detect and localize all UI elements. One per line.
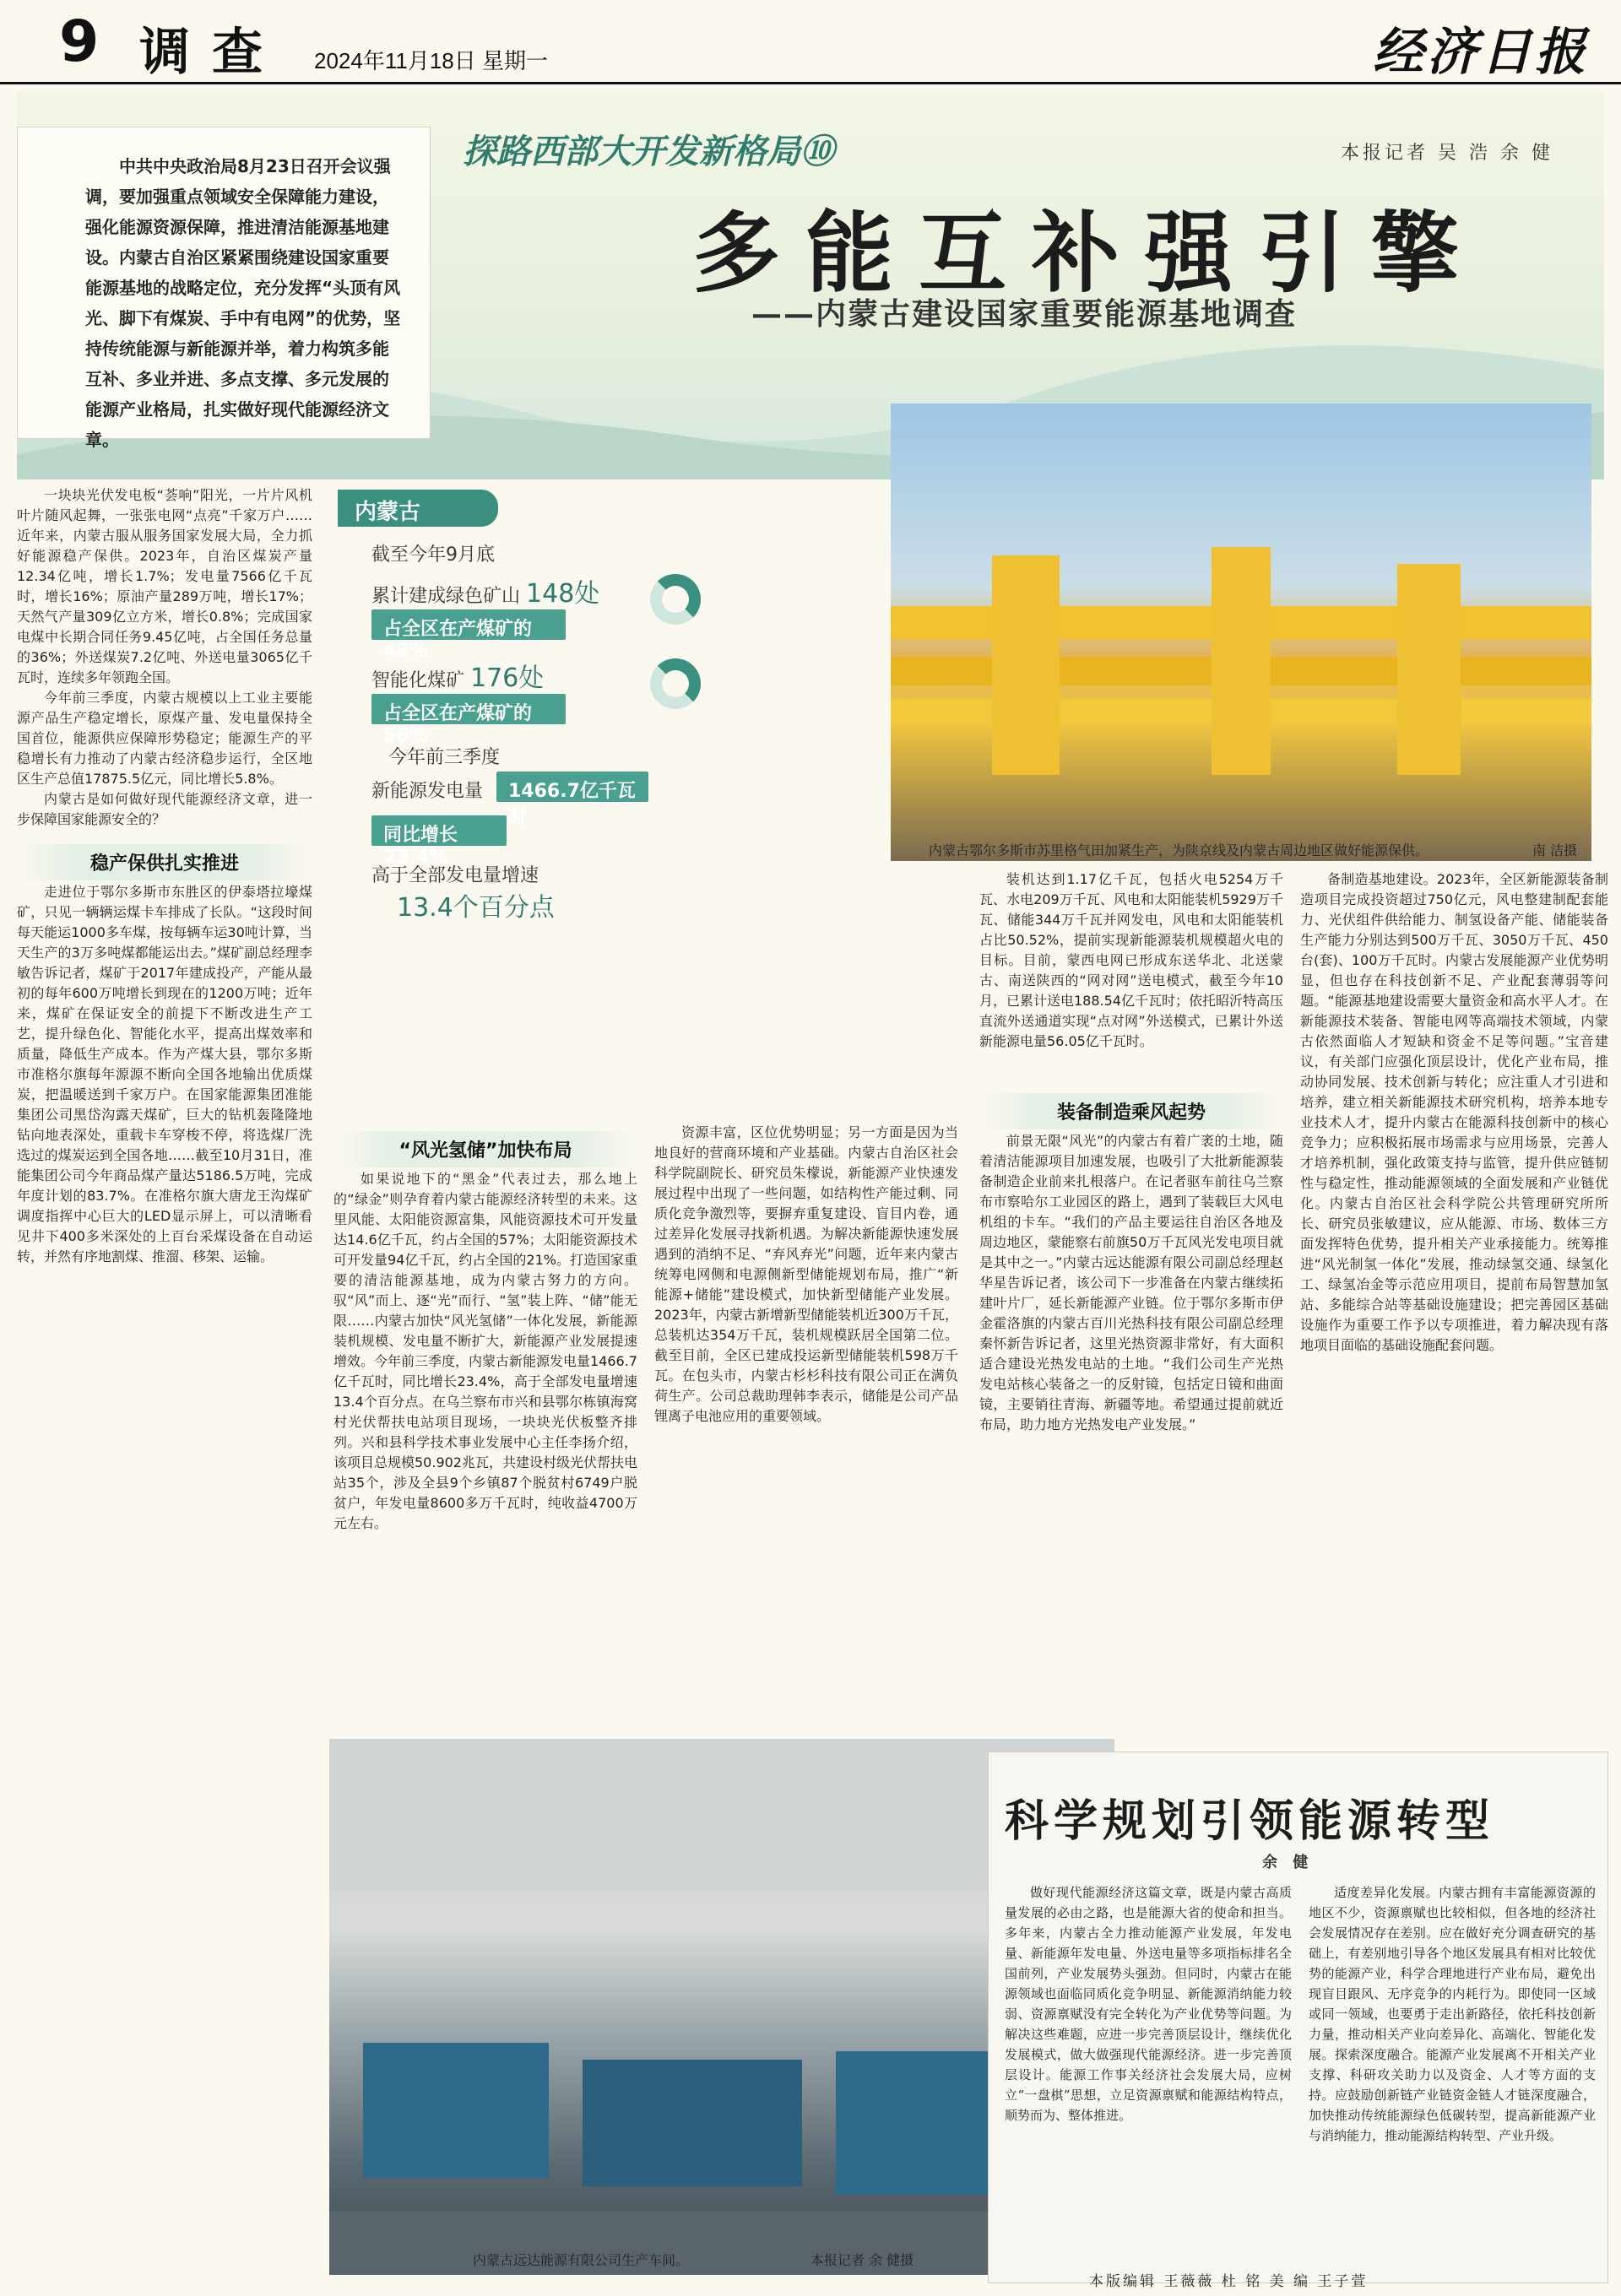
intro-para-1: 一块块光伏发电板“荟响”阳光，一片片风机叶片随风起舞，一张张电网“点亮”千家万户……近年来，内蒙古服从服务国家发展大局，全力抓好能源稳产保供。2023年，自治区煤炭产量12.34亿吨，增长1.7%；发电量7566亿千瓦时，增长16%；原油产量289万吨，增长17%；天然气产量309亿立方米，增长0.8%；完成国家电煤中长期合同任务9.45亿吨，占全国任务总量的36%；外送煤炭7.2亿吨、外送电量3065亿千瓦时，连续多年领跑全国。 (17, 487, 312, 685)
subhead-wind-solar: “风光氢储”加快布局 (333, 1131, 637, 1167)
col4-body-2: 前景无限“风光”的内蒙古有着广袤的土地，随着清洁能源项目加速发展，也吸引了大批新能源装备制造企业前来扎根落户。在记者驱车前往乌兰察布市察哈尔工业园区的路上，遇到了装载巨大风电机组的卡车。“我们的产品主要运往自治区各地及周边地区，蒙能察右前旗50万千瓦风光发电项目就是其中之一。”内蒙古远达能源有限公司副总经理赵华星告诉记者，该公司下一步准备在内蒙古继续拓建叶片厂，延长新能源产业链。位于鄂尔多斯市伊金霍洛旗的内蒙古百川光热科技有限公司副总经理秦怀新告诉记者，这里光热资源非常好，有大面积适合建设光热发电站的土地。“我们公司生产光热发电站核心装备之一的反射镜，包括定日镜和曲面镜，主要销往青海、新疆等地。希望通过提前就近布局，助力地方光热发电产业发展。” (979, 1133, 1283, 1432)
smart-mines-value: 176处 (470, 663, 545, 693)
smart-mines-label: 智能化煤矿 (371, 670, 465, 691)
editor-credits: 本版编辑 王薇薇 杜 铭 美 编 王子萱 (1089, 2273, 1369, 2290)
stats-region-tag: 内蒙古 (338, 490, 498, 527)
intro-para-2: 今年前三季度，内蒙古规模以上工业主要能源产品生产稳定增长，原煤产量、发电量保持全国首位，能源供应保障形势稳定；能源生产的平稳增长有力推动了内蒙古经济稳步运行，全区地区生产总值17875.5亿元，同比增长5.8%。 (17, 690, 312, 787)
green-mines-value: 148处 (526, 579, 600, 609)
issue-date: 2024年11月18日 星期一 (314, 48, 548, 73)
page-title: 多能互补强引擎 (692, 201, 1485, 305)
share-label: 高于全部发电量增速 (371, 865, 539, 886)
stats-panel (321, 490, 675, 923)
share-value: 13.4个百分点 (397, 893, 555, 923)
commentary-title: 科学规划引领能源转型 (1005, 1795, 1495, 1847)
col1-body: 走进位于鄂尔多斯市东胜区的伊泰塔拉壕煤矿，只见一辆辆运煤卡车排成了长队。“这段时间每天能运1000多车煤，按每辆车运30吨计算，当天生产的3万多吨煤都能运出去。”煤矿副总经理李敏告诉记者，煤矿于2017年建成投产，产能从最初的每年600万吨增长到现在的1200万吨；近年来，煤矿在保证安全的前提下不断改进生产工艺，提升绿色化、智能化水平，提高出煤效率和质量，降低生产成本。作为产煤大县，鄂尔多斯市准格尔旗每年源源不断向全国各地输出优质煤炭，把温暖送到千家万户。在国家能源集团准能集团公司黑岱沟露天煤矿，巨大的钻机轰隆隆地钻向地表深处，重载卡车穿梭不停，将选煤厂洗选过的煤炭运到全国各地……截至10月31日，准能集团公司今年商品煤产量达5186.5万吨，完成年度计划的83.7%。在准格尔旗大唐龙王沟煤矿调度指挥中心巨大的LED显示屏上，可以清晰看见井下400多米深处的上百台采煤设备在自动运转，并然有序地割煤、推溜、移架、运输。 (17, 884, 312, 1264)
lead-paragraph-box (17, 127, 431, 450)
green-mines-ring (650, 574, 701, 625)
smart-mines-ring (650, 658, 701, 709)
page-subtitle: ——内蒙古建设国家重要能源基地调查 (751, 296, 1298, 332)
new-energy-value: 1466.7亿千瓦时 (496, 772, 648, 802)
col5-body: 备制造基地建设。2023年，全区新能源装备制造项目完成投资超过750亿元，风电整建制配套能力、光伏组件供给能力、制氢设备产能、储能装备生产能力分别达到500万千瓦、3050万千瓦、450台(套)、100万千瓦时。内蒙古发展能源产业优势明显，但也存在科技创新不足、产业配套薄弱等问题。“能源基地建设需要大量资金和高水平人才。在新能源技术装备、智能电网等高端技术领域，内蒙古依然面临人才短缺和资金不足等问题。”宝音建议，有关部门应强化顶层设计，优化产业布局，推动协同发展、技术创新与转化；应注重人才引进和培养，建立相关新能源技术研究机构，培养本地专业技术人才，提升内蒙古在能源科技创新中的核心竞争力；应积极拓展市场需求与应用场景，完善人才培养机制，强化政策支持与监管，提升供应链韧性与稳定性，推动能源领域的全面发展和产业链优化。内蒙古自治区社会科学院公共管理研究所所长、研究员张敏建议，应从能源、市场、数体三方面发挥特色优势，提升相关产业承接能力。统筹推进“风光制氢一体化”发展，推动绿氢交通、绿氢化工、绿氢冶金等示范应用项目，提前布局智慧加氢站、多能综合站等基础设施建设；把完善园区基础设施作为重要工作予以专项推进，着力解决现有落地项目面临的基础设施配套问题。 (1300, 871, 1608, 1353)
stats-period-2: 今年前三季度 (388, 747, 501, 768)
new-energy-label: 新能源发电量 (371, 781, 484, 802)
stats-period-1: 截至今年9月底 (371, 544, 495, 566)
article-col-4-top (979, 869, 1283, 1089)
byline: 本报记者 吴 浩 余 健 (1341, 143, 1553, 164)
article-col-1-body (17, 882, 312, 2266)
article-col-4-bottom (979, 1131, 1283, 1726)
masthead (0, 0, 1621, 84)
commentary-author: 余 健 (1262, 1854, 1314, 1871)
intro-para-3: 内蒙古是如何做好现代能源经济文章，进一步保障国家能源安全的？ (17, 791, 312, 827)
subhead-equipment: 装备制造乘风起势 (979, 1093, 1283, 1129)
section-title: 调查 (139, 23, 285, 82)
new-energy-growth: 同比增长23.4% (371, 815, 507, 846)
photo-credit-gas: 南 洁摄 (1532, 842, 1578, 858)
photo-credit-factory: 本报记者 余 健摄 (810, 2252, 914, 2268)
pipe-illustration (891, 403, 1591, 861)
green-mines-label: 累计建成绿色矿山 (371, 586, 521, 607)
article-col-5 (1300, 869, 1608, 1726)
article-col-2 (333, 1169, 637, 1726)
commentary-col-2 (1309, 1882, 1596, 2258)
green-mines-share: 占全区在产煤矿的48% (371, 609, 566, 640)
photo-gas-field (891, 403, 1591, 861)
photo-caption-gas: 内蒙古鄂尔多斯市苏里格气田加紧生产，为陕京线及内蒙古周边地区做好能源保供。 (929, 842, 1429, 858)
article-col-3 (654, 1123, 958, 1726)
smart-mines-share: 占全区在产煤矿的56% (371, 694, 566, 724)
series-tag: 探路西部大开发新格局⑩ (463, 132, 834, 171)
col4-body: 装机达到1.17亿千瓦，包括火电5254万千瓦、水电209万千瓦、风电和太阳能装机5929万千瓦、储能344万千瓦并网发电，风电和太阳能装机占比50.52%，提前实现新能源装机规模超火电的目标。目前，蒙西电网已形成东送华北、北送蒙古、南送陕西的“网对网”送电模式，截至今年10月，已累计送电188.54亿千瓦时；依托昭沂特高压直流外送通道实现“点对网”外送模式，已累计外送新能源电量56.05亿千瓦时。 (979, 871, 1283, 1049)
photo-caption-factory: 内蒙古远达能源有限公司生产车间。 (473, 2252, 690, 2268)
subhead-stable-supply: 稳产保供扎实推进 (17, 844, 312, 880)
commentary-col-1 (1005, 1882, 1292, 2258)
page-number: 9 (59, 8, 100, 75)
article-col-1-intro (17, 485, 312, 840)
col2-body: 如果说地下的“黑金”代表过去，那么地上的“绿金”则孕育着内蒙古能源经济转型的未来。这里风能、太阳能资源富集，风能资源技术可开发量达14.6亿千瓦，约占全国的57%；太阳能资源技术可开发量94亿千瓦，约占全国的21%。打造国家重要的清洁能源基地，成为内蒙古努力的方向。驭“风”而上、逐“光”而行、“氢”装上阵、“储”能无限……内蒙古加快“风光氢储”一体化发展，新能源装机规模、发电量不断扩大，新能源产业发展提速增效。今年前三季度，内蒙古新能源发电量1466.7亿千瓦时，同比增长23.4%，高于全部发电量增速13.4个百分点。在乌兰察布市兴和县鄂尔栋镇海窝村光伏帮扶电站项目现场，一块块光伏板整齐排列。兴和县科学技术事业发展中心主任李扬介绍，该项目总规模50.902兆瓦，共建设村级光伏帮扶电站35个，涉及全县9个乡镇87个脱贫村6749户脱贫户，年发电量8600多万千瓦时，纯收益4700万元左右。 (333, 1171, 637, 1531)
lead-paragraph: 中共中央政治局8月23日召开会议强调，要加强重点领域安全保障能力建设，强化能源资源保障，推进清洁能源基地建设。内蒙古自治区紧紧围绕建设国家重要能源基地的战略定位，充分发挥“头顶有风光、脚下有煤炭、手中有电网”的优势，坚持传统能源与新能源并举，着力构筑多能互补、多业并进、多点支撑、多元发展的能源产业格局，扎实做好现代能源经济文章。 (85, 156, 401, 450)
commentary-col1-text: 做好现代能源经济这篇文章，既是内蒙古高质量发展的必由之路，也是能源大省的使命和担当。多年来，内蒙古全力推动能源产业发展，年发电量、新能源年发电量、外送电量等多项指标排名全国前列，产业发展势头强劲。但同时，内蒙古在能源领域也面临同质化竞争明显、新能源消纳能力较弱、资源禀赋没有完全转化为产业优势等问题。为解决这些难题，应进一步完善顶层设计，继续优化发展模式，做大做强现代能源经济。进一步完善顶层设计。能源工作事关经济社会发展大局，应树立“一盘棋”思想，立足资源禀赋和能源结构特点，顺势而为、整体推进。 (1005, 1885, 1292, 2123)
commentary-col2-text: 适度差异化发展。内蒙古拥有丰富能源资源的地区不少，资源禀赋也比较相似，但各地的经济社会发展情况存在差别。应在做好充分调查研究的基础上，有差别地引导各个地区发展具有相对比较优势的能源产业，科学合理地进行产业布局，避免出现盲目跟风、无序竞争的内耗行为。即使同一区域或同一领域，也要勇于走出新路径，依托科技创新力量，推动相关产业向差异化、高端化、智能化发展。探索深度融合。能源产业发展离不开相关产业支撑、科研攻关助力以及资金、人才等方面的支持。应鼓励创新链产业链资金链人才链深度融合，加快推动传统能源绿色低碳转型，提高新能源产业与消纳能力，推动能源结构转型、产业升级。 (1309, 1885, 1596, 2143)
newspaper-logo: 经济日报 (1373, 23, 1589, 82)
col3-body: 资源丰富，区位优势明显；另一方面是因为当地良好的营商环境和产业基础。内蒙古自治区社会科学院副院长、研究员朱檬说，新能源产业快速发展过程中出现了一些问题，如结构性产能过剩、同质化竞争激烈等，要摒弃重复建设、盲目内卷，通过差异化发展寻找新机遇。为解决新能源快速发展遇到的消纳不足、“弃风弃光”问题，近年来内蒙古统筹电网侧和电源侧新型储能规划布局，推广“新能源+储能”建设模式，加快新型储能产业发展。2023年，内蒙古新增新型储能装机近300万千瓦，总装机达354万千瓦，装机规模跃居全国第二位。截至目前，全区已建成投运新型储能装机598万千瓦。在包头市，内蒙古杉杉科技有限公司正在满负荷生产。公司总裁助理韩李表示，储能是公司产品锂离子电池应用的重要领域。 (654, 1124, 958, 1424)
